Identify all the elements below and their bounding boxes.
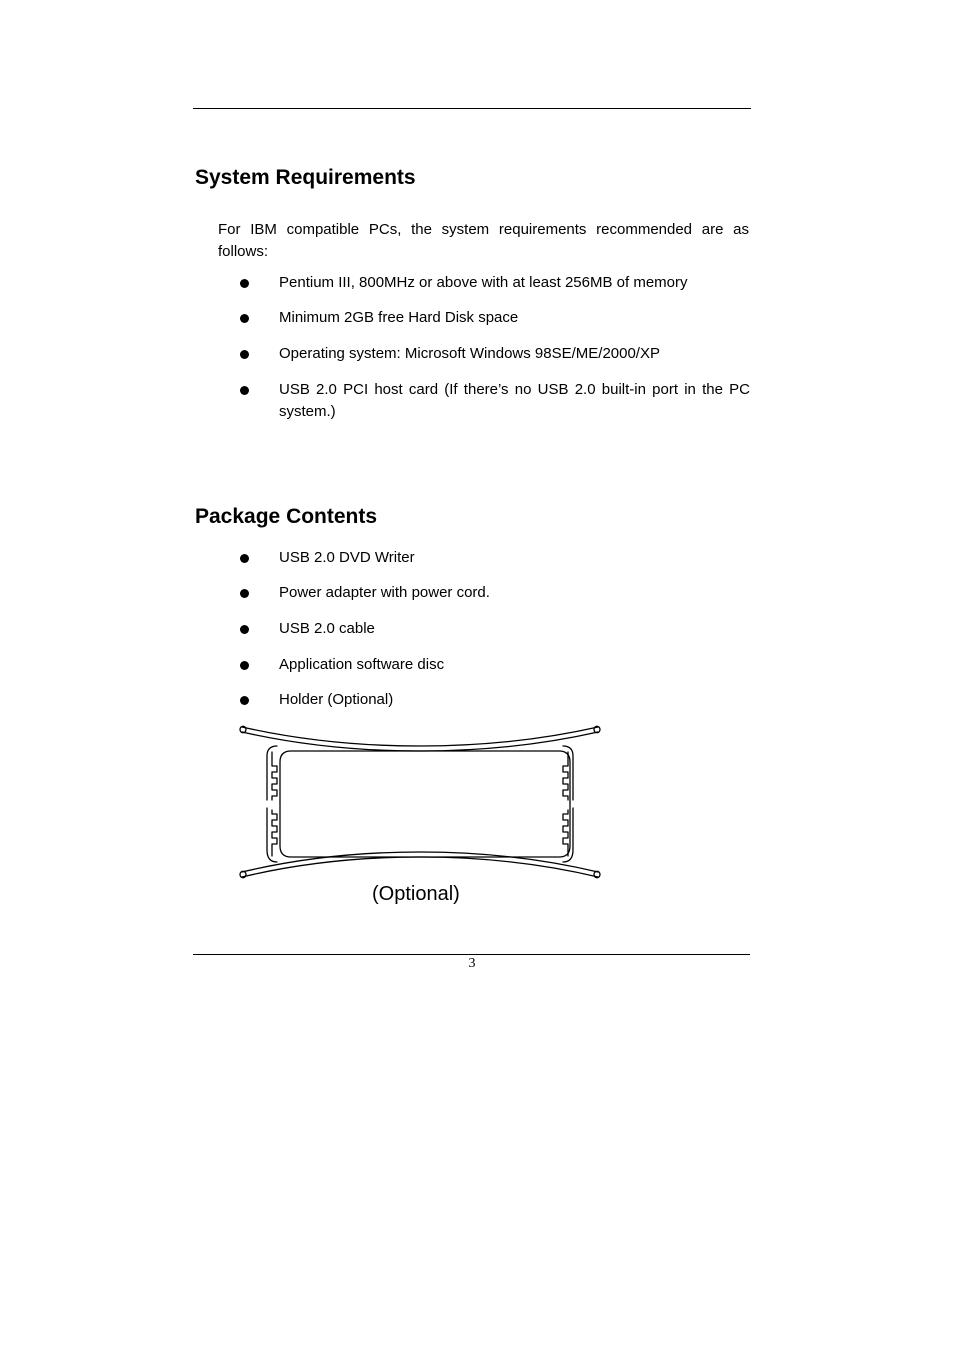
header-rule — [193, 108, 751, 109]
list-item-text: USB 2.0 DVD Writer — [279, 549, 415, 566]
system-requirements-intro: For IBM compatible PCs, the system requirements recommended are as follows: — [218, 221, 749, 260]
holder-figure — [236, 722, 604, 912]
list-item-text: Holder (Optional) — [279, 691, 394, 708]
bullet-icon — [240, 625, 249, 634]
figure-caption: (Optional) — [372, 883, 460, 905]
system-requirements-heading: System Requirements — [195, 166, 416, 189]
page-number: 3 — [468, 956, 476, 971]
list-item-text: USB 2.0 cable — [279, 620, 375, 637]
package-contents-heading: Package Contents — [195, 505, 378, 528]
list-item-text: Minimum 2GB free Hard Disk space — [279, 309, 519, 326]
list-item-text: Power adapter with power cord. — [279, 584, 490, 601]
list-item-text: Pentium III, 800MHz or above with at least 256MB of memory — [279, 274, 688, 291]
list-item-text: USB 2.0 PCI host card (If there’s no USB 2.0 built-in port in the PC system.) — [279, 381, 750, 420]
bullet-icon — [240, 554, 249, 563]
bullet-icon — [240, 314, 249, 323]
bullet-icon — [240, 589, 249, 598]
bullet-icon — [240, 279, 249, 288]
bullet-icon — [240, 661, 249, 670]
bullet-icon — [240, 350, 249, 359]
bullet-icon — [240, 696, 249, 705]
list-item-text: Operating system: Microsoft Windows 98SE/ME/2000/XP — [279, 345, 660, 362]
list-item-text: Application software disc — [279, 656, 445, 673]
bullet-icon — [240, 386, 249, 395]
holder-drawing-icon — [236, 722, 604, 882]
